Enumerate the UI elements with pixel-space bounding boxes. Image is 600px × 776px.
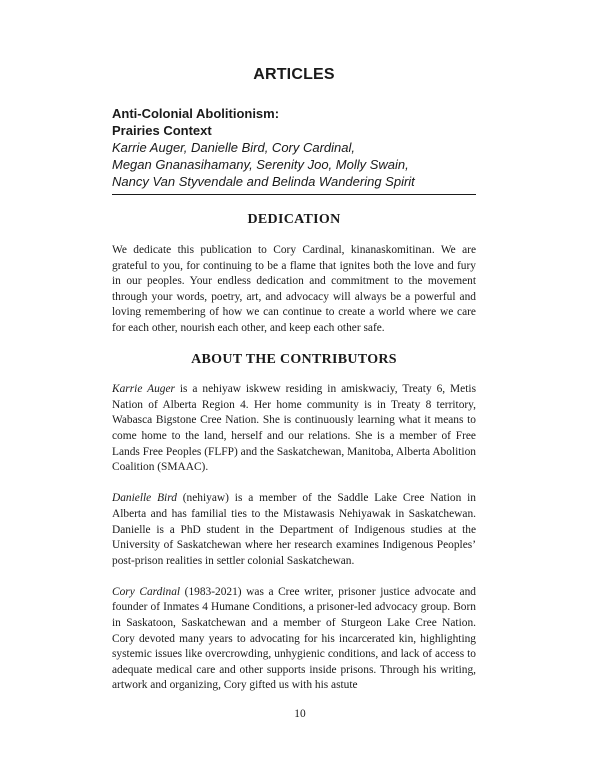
article-title	[112, 105, 476, 139]
dedication-heading: DEDICATION	[247, 212, 341, 227]
article-title-line-2: Prairies Context	[112, 123, 212, 138]
dedication-text: We dedicate this publication to Cory Cardinal, kinanaskomitinan. We are grateful to you, for continuing to be a flame that ignites both the love and fury in our peoples. Your endless dedication and commitment to the movement through your words, poetry, art, and advocacy will always be a powerful and loving remembering of how we can continue to create a world where we care for each other, nourish each other, and keep each other safe.	[112, 244, 476, 334]
contributor-name: Cory Cardinal	[112, 585, 181, 598]
author-line-1: Karrie Auger, Danielle Bird, Cory Cardinal,	[112, 140, 356, 155]
contributor-paragraph	[112, 382, 476, 476]
contributor-paragraph	[112, 585, 476, 694]
contributor-name: Danielle Bird	[112, 492, 177, 505]
page-number: 10	[294, 708, 306, 720]
section-label: ARTICLES	[253, 66, 335, 83]
contributor-bio: is a nehiyaw iskwew residing in amiskwaciy, Treaty 6, Metis Nation of Alberta Region 4. Her home community is in Treaty 8 territory, Wabasca Bigstone Cree Nation. She is continuously learning what it means to come home to the land, herself and our relations. She is a member of Free Lands Free Peoples (FLFP) and the Saskatchewan, Manitoba, Alberta Abolition Coalition (SMAAC).	[112, 383, 476, 474]
article-title-line-1: Anti-Colonial Abolitionism:	[112, 106, 280, 121]
title-divider	[112, 194, 476, 195]
contributors-heading: ABOUT THE CONTRIBUTORS	[191, 352, 397, 368]
author-line-2: Megan Gnanasihamany, Serenity Joo, Molly Swain,	[112, 157, 409, 172]
contributor-bio: (1983-2021) was a Cree writer, prisoner justice advocate and founder of Inmates 4 Humane Conditions, a prisoner-led advocacy group. Born in Saskatoon, Saskatchewan and a member of Sturgeon Lake Cree Nation. Cory devoted many years to advocating for his incarcerated kin, highlighting systemic issues like overcrowding, unhygienic conditions, and lack of access to adequate medical care and other supports inside prisons. Through his writing, artwork and organizing, Cory gifted us with his astute	[112, 585, 476, 692]
author-line-3: Nancy Van Styvendale and Belinda Wandering Spirit	[112, 174, 415, 189]
page-body	[112, 0, 476, 710]
contributor-name: Karrie Auger	[112, 383, 175, 396]
contributor-bio: (nehiyaw) is a member of the Saddle Lake Cree Nation in Alberta and has familial ties to the Mistawasis Nehiyawak in Saskatchewan. Danielle is a PhD student in the Department of Indigenous studies at the University of Saskatchewan where her research examines Indigenous Peoples’ post-prison realities in settler colonial Saskatchewan.	[112, 492, 476, 567]
author-list	[112, 139, 476, 190]
contributor-paragraph	[112, 491, 476, 569]
